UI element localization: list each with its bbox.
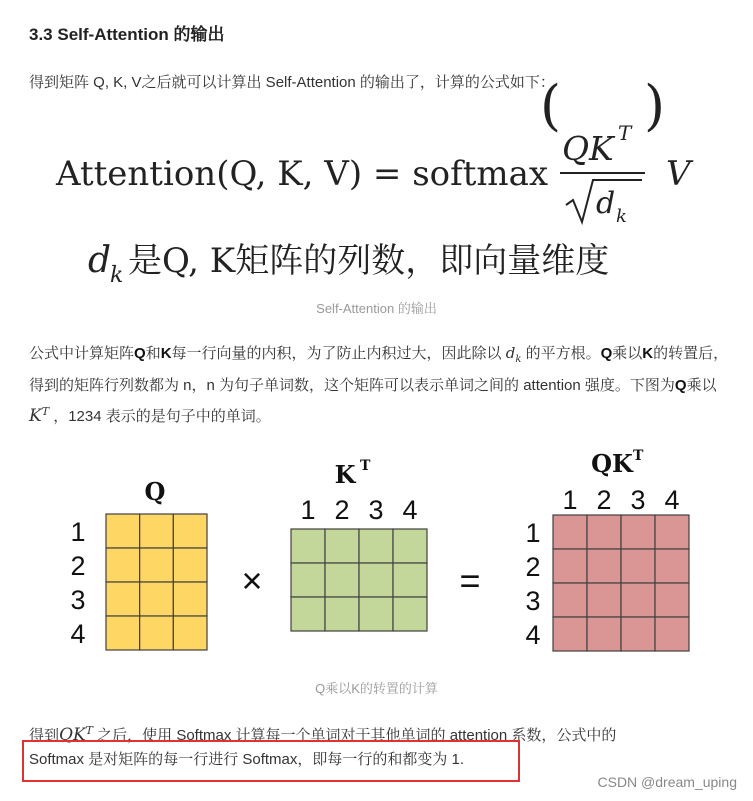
kt-matrix-cell bbox=[359, 597, 393, 631]
dk-sub: k bbox=[110, 263, 124, 288]
kt-matrix-col-number: 3 bbox=[368, 495, 384, 525]
kt-matrix-cell bbox=[325, 529, 359, 563]
qkt-matrix-col-number: 4 bbox=[664, 485, 680, 515]
qkt-matrix-cell bbox=[587, 617, 621, 651]
kt-matrix-cell bbox=[393, 563, 427, 597]
q-matrix-cell bbox=[173, 514, 207, 548]
para1-kt-sup: T bbox=[41, 405, 50, 418]
csdn-watermark: CSDN @dream_uping bbox=[597, 774, 737, 790]
kt-matrix-cell bbox=[359, 529, 393, 563]
kt-matrix-col-number: 4 bbox=[402, 495, 418, 525]
para2-text-1: 得到 bbox=[29, 727, 60, 744]
para1-dk-sub: k bbox=[515, 354, 522, 365]
q-matrix-cell bbox=[140, 514, 174, 548]
kt-matrix-cell bbox=[325, 597, 359, 631]
para1-text-3: 每一行向量的内积，为了防止内积过大，因此除以 bbox=[171, 345, 502, 362]
q-matrix-row-number: 2 bbox=[70, 551, 86, 581]
qkt-matrix-row-number: 2 bbox=[525, 552, 541, 582]
q-matrix-cell bbox=[173, 582, 207, 616]
qkt-matrix-cell bbox=[587, 549, 621, 583]
para2-text-2: 之后，使用 Softmax 计算每一个单词对于其他单词的 attention 系数，公式中的 bbox=[97, 727, 617, 744]
qkt-matrix-cell bbox=[621, 515, 655, 549]
qkt-matrix-col-number: 2 bbox=[596, 485, 612, 515]
dk-description: 是Q, K矩阵的列数，即向量维度 bbox=[128, 241, 610, 281]
qkt-matrix-cell bbox=[621, 549, 655, 583]
qkt-matrix-cell bbox=[655, 549, 689, 583]
qkt-matrix-cell bbox=[655, 617, 689, 651]
q-matrix-cell bbox=[173, 616, 207, 650]
q-matrix-cell bbox=[106, 514, 140, 548]
kt-matrix-cell bbox=[291, 529, 325, 563]
formula-denominator-sub: k bbox=[616, 206, 627, 227]
qkt-matrix-row-number: 3 bbox=[525, 586, 541, 616]
para1-text-4: 的平方根。 bbox=[525, 345, 601, 362]
para1-q3: Q bbox=[674, 377, 687, 394]
left-paren: ( bbox=[540, 74, 562, 137]
kt-matrix-label: K bbox=[334, 460, 356, 489]
para1-text-1: 公式中计算矩阵 bbox=[29, 345, 135, 362]
qkt-matrix-cell bbox=[621, 617, 655, 651]
qkt-matrix-cell bbox=[655, 515, 689, 549]
q-matrix-row-number: 3 bbox=[70, 585, 86, 615]
qkt-matrix-cell bbox=[553, 515, 587, 549]
dk-base: d bbox=[88, 240, 112, 281]
q-matrix-cell bbox=[140, 548, 174, 582]
formula-lhs: Attention(Q, K, V) = softmax bbox=[56, 154, 549, 194]
qkt-matrix-cell bbox=[587, 583, 621, 617]
qkt-matrix-cell bbox=[553, 617, 587, 651]
qkt-matrix-cell bbox=[553, 583, 587, 617]
para1-kt: K bbox=[29, 406, 42, 426]
qkt-matrix-label-sup: T bbox=[633, 448, 644, 464]
para2-qk-sup: T bbox=[85, 724, 93, 737]
q-matrix-cell bbox=[173, 548, 207, 582]
equals-symbol: = bbox=[459, 560, 481, 601]
para1-dk: d bbox=[505, 344, 516, 362]
para1-q2: Q bbox=[600, 345, 613, 362]
right-paren: ) bbox=[644, 74, 666, 137]
kt-matrix-cell bbox=[393, 529, 427, 563]
para1-text-7: 乘以 bbox=[686, 377, 717, 394]
kt-matrix-label-sup: T bbox=[360, 458, 371, 474]
softmax-paragraph-line2: Softmax 是对矩阵的每一行进行 Softmax，即每一行的和都变为 1. bbox=[29, 751, 465, 768]
q-matrix-cell bbox=[106, 548, 140, 582]
para1-q: Q bbox=[134, 345, 146, 362]
q-matrix-row-number: 1 bbox=[70, 517, 86, 547]
qkt-matrix-col-number: 1 bbox=[562, 485, 578, 515]
kt-matrix-cell bbox=[325, 563, 359, 597]
section-heading: 3.3 Self-Attention 的输出 bbox=[29, 25, 225, 44]
times-symbol: × bbox=[241, 560, 263, 601]
para1-text-6: 的转置后，得到的矩阵行列数都为 n，n 为句子单词数，这个矩阵可以表示单词之间的 attention 强度。下图为 bbox=[29, 345, 729, 394]
qkt-matrix-cell bbox=[621, 583, 655, 617]
q-matrix-cell bbox=[140, 616, 174, 650]
highlight-box bbox=[22, 740, 520, 782]
q-matrix-label: Q bbox=[144, 477, 166, 506]
kt-matrix-cell bbox=[291, 563, 325, 597]
para1-k: K bbox=[160, 345, 172, 362]
qkt-matrix-cell bbox=[655, 583, 689, 617]
qkt-matrix-label: QK bbox=[591, 449, 633, 478]
qkt-matrix-row-number: 4 bbox=[525, 620, 541, 650]
kt-matrix-cell bbox=[359, 563, 393, 597]
q-matrix-cell bbox=[106, 616, 140, 650]
diagram-caption: Q乘以K的转置的计算 bbox=[315, 681, 438, 696]
para1-k2: K bbox=[642, 345, 654, 362]
intro-paragraph: 得到矩阵 Q, K, V之后就可以计算出 Self-Attention 的输出了，计算的公式如下： bbox=[29, 74, 555, 91]
para1-text-5: 乘以 bbox=[612, 345, 643, 362]
formula-denominator: d bbox=[596, 186, 616, 221]
kt-matrix-cell bbox=[393, 597, 427, 631]
matrix-multiplication-diagram bbox=[0, 440, 753, 670]
qkt-matrix-col-number: 3 bbox=[630, 485, 646, 515]
q-matrix-cell bbox=[106, 582, 140, 616]
formula-rhs: V bbox=[666, 154, 691, 194]
para1-text-8: ，1234 表示的是句子中的单词。 bbox=[53, 408, 271, 425]
qkt-matrix-cell bbox=[553, 549, 587, 583]
para1-text-2: 和 bbox=[145, 345, 161, 362]
qkt-matrix-row-number: 1 bbox=[525, 518, 541, 548]
formula-numerator: QK bbox=[562, 129, 614, 168]
q-matrix-row-number: 4 bbox=[70, 619, 86, 649]
kt-matrix-col-number: 2 bbox=[334, 495, 350, 525]
formula-numerator-sup: T bbox=[618, 121, 632, 145]
explanation-paragraph bbox=[29, 340, 729, 430]
qkt-matrix-cell bbox=[587, 515, 621, 549]
kt-matrix-col-number: 1 bbox=[300, 495, 316, 525]
formula-caption: Self-Attention 的输出 bbox=[316, 301, 437, 316]
para2-qk: QK bbox=[59, 725, 86, 745]
kt-matrix-cell bbox=[291, 597, 325, 631]
q-matrix-cell bbox=[140, 582, 174, 616]
